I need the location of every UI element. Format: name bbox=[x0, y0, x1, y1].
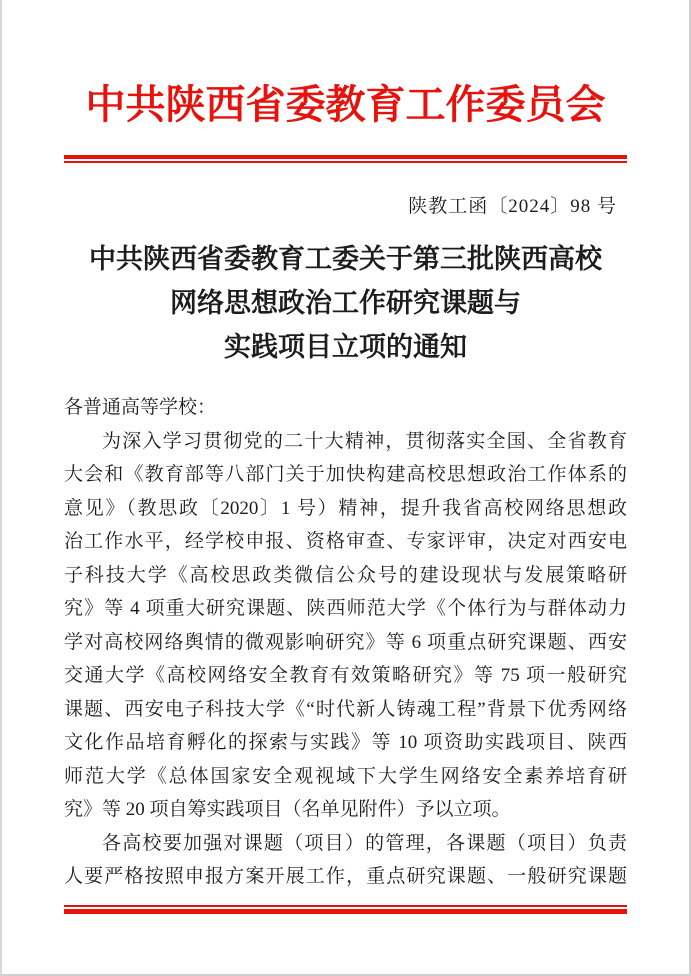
body-line: 各高校要加强对课题（项目）的管理，各课题（项目）负责 bbox=[102, 832, 627, 854]
body-line: 交通大学《高校网络安全教育有效策略研究》等 75 项一般研究 bbox=[64, 665, 627, 686]
notice-title bbox=[64, 237, 627, 369]
letterhead-rule bbox=[64, 155, 627, 163]
notice-title-line-2: 网络思想政治工作研究课题与 bbox=[170, 288, 521, 318]
body-line: 人要严格按照申报方案开展工作，重点研究课题、一般研究课题 bbox=[64, 866, 627, 887]
body-line: 学对高校网络舆情的微观影响研究》等 6 项重点研究课题、西安 bbox=[64, 631, 627, 653]
body-line: 治工作水平，经学校申报、资格审查、专家评审，决定对西安电 bbox=[64, 531, 627, 552]
body-line: 师范大学《总体国家安全观视域下大学生网络安全素养培育研 bbox=[64, 765, 627, 787]
notice-title-line-3: 实践项目立项的通知 bbox=[224, 332, 467, 362]
document-body bbox=[64, 391, 627, 894]
body-line: 文化作品培育孵化的探索与实践》等 10 项资助实践项目、陕西 bbox=[64, 732, 627, 753]
body-line: 为深入学习贯彻党的二十大精神，贯彻落实全国、全省教育 bbox=[102, 430, 627, 452]
body-line: 子科技大学《高校思政类微信公众号的建设现状与发展策略研 bbox=[64, 564, 627, 586]
body-line: 究》等 20 项自筹实践项目（名单见附件）予以立项。 bbox=[64, 799, 511, 820]
salutation: 各普通高等学校： bbox=[64, 397, 217, 418]
letterhead-org-title: 中共陕西省委教育工作委员会 bbox=[85, 82, 606, 127]
body-line: 大会和《教育部等八部门关于加快构建高校思想政治工作体系的 bbox=[64, 464, 627, 485]
footer-rule bbox=[64, 905, 627, 914]
body-line: 意见》（教思政〔2020〕1 号）精神，提升我省高校网络思想政 bbox=[64, 497, 627, 519]
body-line: 究》等 4 项重大研究课题、陕西师范大学《个体行为与群体动力 bbox=[64, 598, 627, 619]
doc-reference-number: 陕教工函〔2024〕98 号 bbox=[408, 196, 617, 217]
body-line: 课题、西安电子科技大学《“时代新人铸魂工程”背景下优秀网络 bbox=[64, 698, 627, 720]
notice-title-line-1: 中共陕西省委教育工委关于第三批陕西高校 bbox=[89, 244, 602, 274]
